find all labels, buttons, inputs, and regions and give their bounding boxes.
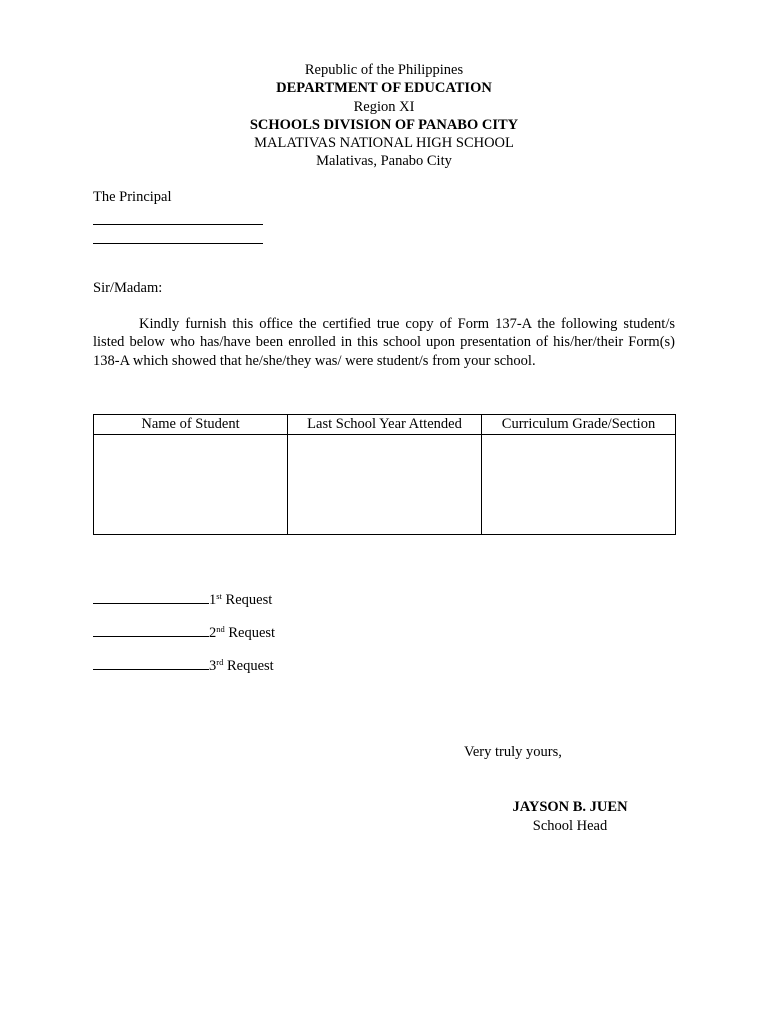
letterhead-address: Malativas, Panabo City — [316, 153, 452, 170]
table-cell-last-school-year — [288, 435, 482, 535]
addressee-blank-line-1 — [93, 206, 263, 225]
request-number: 2 — [209, 625, 217, 641]
request-list — [93, 589, 275, 688]
addressee-block — [93, 188, 263, 244]
request-number: 1 — [209, 592, 217, 608]
request-blank-line — [93, 589, 209, 604]
request-blank-line — [93, 622, 209, 637]
addressee-title: The Principal — [93, 189, 172, 205]
request-label: Request — [226, 658, 274, 674]
letterhead-division: SCHOOLS DIVISION OF PANABO CITY — [249, 116, 519, 133]
salutation: Sir/Madam: — [93, 280, 163, 296]
table-cell-name — [94, 435, 288, 535]
column-header-name: Name of Student — [94, 415, 288, 435]
request-ordinal-suffix: nd — [216, 624, 225, 634]
request-item-2 — [93, 622, 275, 655]
table-header-row — [94, 415, 676, 435]
column-header-last-school-year: Last School Year Attended — [288, 415, 482, 435]
closing-phrase: Very truly yours, — [464, 744, 562, 760]
student-table — [93, 414, 676, 535]
signature-block — [470, 798, 670, 835]
signatory-name: JAYSON B. JUEN — [512, 799, 628, 815]
request-number: 3 — [209, 658, 217, 674]
table-row — [94, 435, 676, 535]
request-item-1 — [93, 589, 275, 622]
request-item-3 — [93, 655, 275, 688]
request-label: Request — [228, 625, 276, 641]
request-ordinal-suffix: rd — [216, 657, 224, 667]
signatory-title: School Head — [532, 817, 608, 834]
letterhead-school: MALATIVAS NATIONAL HIGH SCHOOL — [254, 135, 514, 152]
addressee-blank-line-2 — [93, 225, 263, 244]
letterhead-country: Republic of the Philippines — [304, 62, 464, 78]
request-blank-line — [93, 655, 209, 670]
column-header-curriculum: Curriculum Grade/Section — [482, 415, 676, 435]
letterhead-department: DEPARTMENT OF EDUCATION — [276, 80, 492, 97]
request-ordinal-suffix: st — [216, 591, 222, 601]
table-cell-curriculum — [482, 435, 676, 535]
request-label: Request — [225, 592, 273, 608]
body-paragraph: Kindly furnish this office the certified true copy of Form 137-A the following student/s listed below who has/have been enrolled in this school upon presentation of his/her/their Form(s) 138-A which showed that he/she/they was/ were student/s from your school. — [93, 316, 675, 369]
letterhead-region: Region XI — [353, 98, 415, 115]
letterhead — [0, 61, 768, 171]
